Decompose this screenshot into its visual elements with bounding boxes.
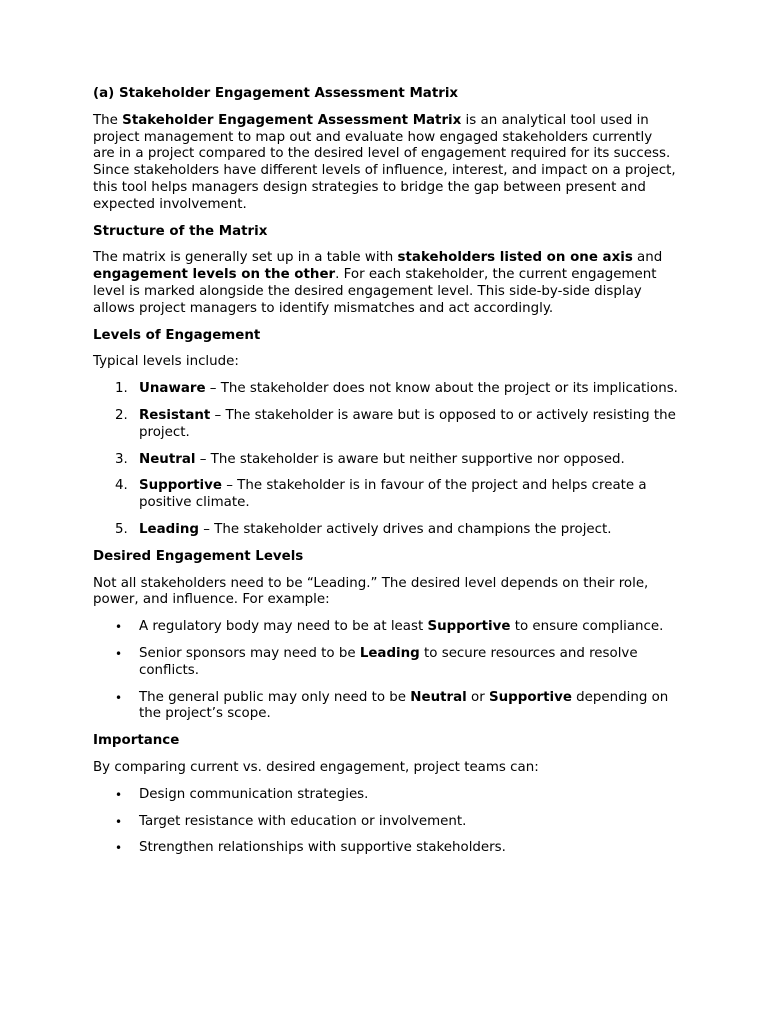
- item-text: depending on the project’s scope.: [139, 689, 669, 722]
- item-text: A regulatory body may need to be at least: [139, 619, 428, 635]
- structure-bold-1: stakeholders listed on one axis: [397, 250, 633, 266]
- desired-list: [93, 619, 678, 723]
- level-description: – The stakeholder is aware but is opposed to or actively resisting the project.: [139, 407, 676, 440]
- intro-bold-term: Stakeholder Engagement Assessment Matrix: [122, 112, 462, 128]
- levels-heading: Levels of Engagement: [93, 327, 261, 343]
- document-title: (a) Stakeholder Engagement Assessment Matrix: [93, 86, 459, 101]
- structure-bold-2: engagement levels on the other: [93, 267, 336, 283]
- level-term: Unaware: [139, 381, 206, 397]
- list-number: 4.: [115, 478, 128, 494]
- importance-intro: By comparing current vs. desired engagement, project teams can:: [93, 759, 539, 775]
- list-number: 3.: [115, 451, 128, 467]
- list-number: 2.: [115, 407, 128, 423]
- item-text: Strengthen relationships with supportive stakeholders.: [139, 840, 506, 856]
- item-text: Design communication strategies.: [139, 786, 369, 802]
- intro-paragraph: [93, 113, 678, 214]
- item-text: The general public may only need to be: [139, 689, 411, 705]
- level-term: Resistant: [139, 407, 211, 423]
- list-item: [93, 619, 678, 636]
- level-description: – The stakeholder actively drives and champions the project.: [198, 521, 612, 537]
- list-item: [93, 814, 678, 831]
- intro-text-1: The: [93, 112, 123, 128]
- list-item: [93, 840, 678, 857]
- list-number: 5.: [115, 521, 128, 537]
- structure-text-1: The matrix is generally set up in a table with: [93, 250, 398, 266]
- levels-intro: Typical levels include:: [93, 354, 239, 370]
- list-item: [93, 478, 678, 512]
- structure-text-2: and: [632, 250, 663, 266]
- structure-paragraph: [93, 250, 678, 317]
- level-term: Supportive: [139, 478, 222, 494]
- structure-heading: Structure of the Matrix: [93, 223, 268, 239]
- item-text: Senior sponsors may need to be: [139, 645, 360, 661]
- bullet-icon: •: [115, 814, 123, 829]
- levels-list: [93, 381, 678, 539]
- list-item: [93, 787, 678, 804]
- list-item: [93, 408, 678, 442]
- level-term: Neutral: [139, 451, 196, 467]
- item-text: to ensure compliance.: [510, 619, 664, 635]
- item-text: or: [466, 689, 489, 705]
- level-description: – The stakeholder does not know about the project or its implications.: [205, 381, 678, 397]
- list-number: 1.: [115, 381, 128, 397]
- intro-text-2: is an analytical tool used in project management to map out and evaluate how engaged stakeholders currently are in a project compared to the desired level of engagement required for its success. Since stakeholders have different levels of influence, interest, and impact on a project, this tool helps managers design strategies to bridge the gap between present and expected involvement.: [93, 112, 676, 212]
- bullet-icon: •: [115, 690, 123, 705]
- importance-list: [93, 787, 678, 857]
- document-page: [93, 86, 678, 867]
- desired-intro: Not all stakeholders need to be “Leading.” The desired level depends on their role, power, and influence. For example:: [93, 575, 649, 608]
- item-bold: Leading: [359, 645, 420, 661]
- list-item: [93, 646, 678, 680]
- desired-heading: Desired Engagement Levels: [93, 548, 304, 564]
- structure-text-3: . For each stakeholder, the current engagement level is marked alongside the desired engagement level. This side-by-side display allows project managers to identify mismatches and act accordingly.: [93, 267, 657, 316]
- item-text: to secure resources and resolve conflicts.: [139, 645, 638, 678]
- bullet-icon: •: [115, 787, 123, 802]
- bullet-icon: •: [115, 841, 123, 856]
- bullet-icon: •: [115, 620, 123, 635]
- item-bold: Supportive: [427, 619, 511, 635]
- list-item: [93, 381, 678, 398]
- list-item: [93, 690, 678, 724]
- item-bold: Supportive: [488, 689, 572, 705]
- list-item: [93, 522, 678, 539]
- bullet-icon: •: [115, 646, 123, 661]
- list-item: [93, 452, 678, 469]
- level-description: – The stakeholder is aware but neither supportive nor opposed.: [195, 451, 625, 467]
- item-text: Target resistance with education or involvement.: [139, 813, 467, 829]
- item-bold: Neutral: [410, 689, 467, 705]
- level-term: Leading: [139, 521, 199, 537]
- level-description: – The stakeholder is in favour of the project and helps create a positive climate.: [139, 478, 647, 511]
- importance-heading: Importance: [93, 733, 180, 749]
